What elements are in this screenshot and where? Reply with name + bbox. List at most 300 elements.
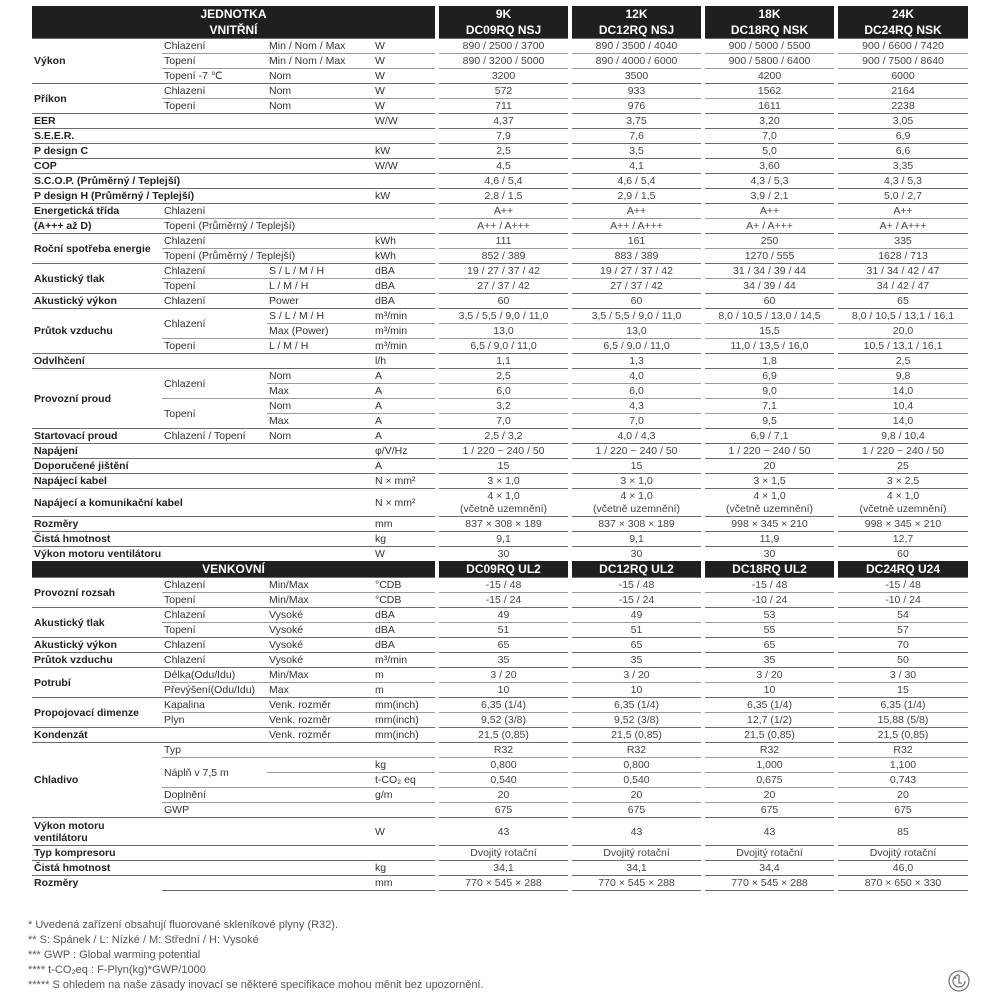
row-sub-label: Topení xyxy=(162,399,267,429)
row-value: 2,5 xyxy=(437,144,570,159)
row-unit: mm xyxy=(373,517,437,532)
row-value: 60 xyxy=(703,294,836,309)
row-value: 8,0 / 10,5 / 13,1 / 16,1 xyxy=(836,309,968,324)
indoor-spec-row xyxy=(32,189,968,204)
row-unit: W xyxy=(373,818,437,846)
row-unit: kWh xyxy=(373,249,437,264)
row-value: 60 xyxy=(836,547,968,562)
row-value: 6,5 / 9,0 / 11,0 xyxy=(437,339,570,354)
outdoor-header-row xyxy=(32,561,968,578)
row-sub-label: Chlazení xyxy=(162,608,267,623)
row-value: 9,8 xyxy=(836,369,968,384)
row-condition: Min / Nom / Max xyxy=(267,54,373,69)
row-value: 3200 xyxy=(437,69,570,84)
row-value: 65 xyxy=(437,638,570,653)
row-value: 1 / 220 ~ 240 / 50 xyxy=(570,444,703,459)
row-condition xyxy=(267,773,373,788)
row-value: 3,9 / 2,1 xyxy=(703,189,836,204)
row-unit: dBA xyxy=(373,623,437,638)
row-label: P design H (Průměrný / Teplejší) xyxy=(32,189,373,204)
row-value: 250 xyxy=(703,234,836,249)
row-condition: Nom xyxy=(267,84,373,99)
row-condition xyxy=(267,234,373,249)
row-sub-label: Chlazení xyxy=(162,204,267,219)
row-value: 51 xyxy=(437,623,570,638)
row-unit: A xyxy=(373,414,437,429)
row-condition xyxy=(267,743,373,758)
row-value: R32 xyxy=(437,743,570,758)
row-unit: kWh xyxy=(373,234,437,249)
row-value: 2,8 / 1,5 xyxy=(437,189,570,204)
outdoor-spec-row xyxy=(32,608,968,623)
row-label: Výkon xyxy=(32,39,162,84)
row-value: 6,9 / 7,1 xyxy=(703,429,836,444)
row-sub-label: Topení xyxy=(162,54,267,69)
row-sub-label: Doplnění xyxy=(162,788,267,803)
row-condition: L / M / H xyxy=(267,279,373,294)
row-label: Provozní rozsah xyxy=(32,578,162,608)
row-value: 335 xyxy=(836,234,968,249)
indoor-spec-row xyxy=(32,249,968,264)
row-value: 3,5 xyxy=(570,144,703,159)
row-value: A++ xyxy=(703,204,836,219)
row-label: Chladivo xyxy=(32,743,162,818)
row-unit: W xyxy=(373,39,437,54)
row-condition xyxy=(267,818,373,846)
row-value: 10 xyxy=(570,683,703,698)
row-value: 9,1 xyxy=(570,532,703,547)
outdoor-spec-row xyxy=(32,638,968,653)
row-value: 34,1 xyxy=(437,861,570,876)
row-value: 4,3 / 5,3 xyxy=(703,174,836,189)
row-value: 21,5 (0,85) xyxy=(703,728,836,743)
row-label: Napájecí kabel xyxy=(32,474,373,489)
outdoor-header-label: VENKOVNÍ xyxy=(32,561,437,578)
row-unit xyxy=(373,129,437,144)
row-value: 1 / 220 ~ 240 / 50 xyxy=(836,444,968,459)
row-value: 1,3 xyxy=(570,354,703,369)
row-value: 4 × 1,0 (včetně uzemnění) xyxy=(703,489,836,517)
row-unit: A xyxy=(373,459,437,474)
row-unit xyxy=(373,846,437,861)
row-value: 675 xyxy=(437,803,570,818)
row-value: Dvojitý rotační xyxy=(703,846,836,861)
outdoor-spec-row xyxy=(32,818,968,846)
row-value: 770 × 545 × 288 xyxy=(703,876,836,891)
row-value: 1 / 220 ~ 240 / 50 xyxy=(437,444,570,459)
row-label: Akustický výkon xyxy=(32,294,162,309)
row-condition xyxy=(267,788,373,803)
row-sub-label: Chlazení xyxy=(162,653,267,668)
row-value: Dvojitý rotační xyxy=(437,846,570,861)
outdoor-spec-row xyxy=(32,846,968,861)
row-sub-label xyxy=(162,818,267,846)
indoor-header-row xyxy=(32,22,968,39)
row-value: 14,0 xyxy=(836,384,968,399)
row-value: -15 / 24 xyxy=(570,593,703,608)
outdoor-spec-row xyxy=(32,578,968,593)
row-value: 35 xyxy=(437,653,570,668)
indoor-spec-row xyxy=(32,279,968,294)
row-value: 9,8 / 10,4 xyxy=(836,429,968,444)
outdoor-spec-row xyxy=(32,698,968,713)
row-value: 20 xyxy=(703,788,836,803)
row-sub-label: Topení -7 ℃ xyxy=(162,69,267,84)
row-value: 1 / 220 ~ 240 / 50 xyxy=(703,444,836,459)
row-value: 10 xyxy=(703,683,836,698)
row-value: 35 xyxy=(570,653,703,668)
outdoor-spec-row xyxy=(32,683,968,698)
row-condition: Max (Power) xyxy=(267,324,373,339)
indoor-spec-row xyxy=(32,532,968,547)
row-label: Čistá hmotnost xyxy=(32,861,162,876)
row-value: R32 xyxy=(570,743,703,758)
row-value: 60 xyxy=(437,294,570,309)
row-unit: N × mm² xyxy=(373,489,437,517)
row-condition: Max xyxy=(267,683,373,698)
outdoor-spec-row xyxy=(32,713,968,728)
model-header: DC09RQ UL2 xyxy=(437,561,570,578)
row-value: -10 / 24 xyxy=(703,593,836,608)
row-sub-label: Chlazení xyxy=(162,39,267,54)
row-condition: Vysoké xyxy=(267,653,373,668)
indoor-spec-row xyxy=(32,69,968,84)
row-value: 15 xyxy=(836,683,968,698)
row-value: 3 × 2,5 xyxy=(836,474,968,489)
row-unit: dBA xyxy=(373,608,437,623)
row-condition: Min / Nom / Max xyxy=(267,39,373,54)
row-condition: Nom xyxy=(267,69,373,84)
row-value: 4 × 1,0 (včetně uzemnění) xyxy=(570,489,703,517)
row-value: -15 / 24 xyxy=(437,593,570,608)
row-label: S.E.E.R. xyxy=(32,129,373,144)
row-label: Potrubí xyxy=(32,668,162,698)
indoor-spec-row xyxy=(32,159,968,174)
row-value: 35 xyxy=(703,653,836,668)
row-sub-label: Chlazení xyxy=(162,578,267,593)
row-value: 0,800 xyxy=(570,758,703,773)
row-value: 3 × 1,5 xyxy=(703,474,836,489)
row-value: 4,0 xyxy=(570,369,703,384)
row-value: 2,9 / 1,5 xyxy=(570,189,703,204)
unit-header-label: JEDNOTKA xyxy=(32,6,437,22)
row-sub-label: Topení (Průměrný / Teplejší) xyxy=(162,249,373,264)
row-value: 4 × 1,0 (včetně uzemnění) xyxy=(437,489,570,517)
row-value: 20 xyxy=(703,459,836,474)
row-value: 21,5 (0,85) xyxy=(570,728,703,743)
row-value: 3,35 xyxy=(836,159,968,174)
row-value: 3,2 xyxy=(437,399,570,414)
spec-table xyxy=(32,6,968,891)
row-value: 6,35 (1/4) xyxy=(437,698,570,713)
row-sub-label: Topení xyxy=(162,623,267,638)
row-value: 4,3 / 5,3 xyxy=(836,174,968,189)
row-value: 7,1 xyxy=(703,399,836,414)
row-label: Napájecí a komunikační kabel xyxy=(32,489,373,517)
row-value: 43 xyxy=(703,818,836,846)
row-value: 5,0 xyxy=(703,144,836,159)
row-unit: W xyxy=(373,84,437,99)
row-sub-label: Chlazení xyxy=(162,264,267,279)
indoor-spec-row xyxy=(32,99,968,114)
row-value: 10 xyxy=(437,683,570,698)
model-header: DC12RQ UL2 xyxy=(570,561,703,578)
row-unit: W xyxy=(373,54,437,69)
row-unit: °CDB xyxy=(373,578,437,593)
row-unit: dBA xyxy=(373,279,437,294)
model-header: DC18RQ UL2 xyxy=(703,561,836,578)
row-value: 27 / 37 / 42 xyxy=(570,279,703,294)
row-value: 6,9 xyxy=(836,129,968,144)
row-value: 60 xyxy=(570,294,703,309)
row-value: 890 / 3500 / 4040 xyxy=(570,39,703,54)
row-unit: dBA xyxy=(373,264,437,279)
row-value: 4200 xyxy=(703,69,836,84)
row-value: 6000 xyxy=(836,69,968,84)
row-unit: dBA xyxy=(373,294,437,309)
row-value: 4,0 / 4,3 xyxy=(570,429,703,444)
row-value: 12,7 (1/2) xyxy=(703,713,836,728)
row-unit: m³/min xyxy=(373,324,437,339)
row-value: 1611 xyxy=(703,99,836,114)
row-value: 770 × 545 × 288 xyxy=(437,876,570,891)
footnotes xyxy=(28,918,484,993)
row-value: 51 xyxy=(570,623,703,638)
row-value: 49 xyxy=(570,608,703,623)
row-unit: W xyxy=(373,99,437,114)
row-value: 1270 / 555 xyxy=(703,249,836,264)
indoor-spec-row xyxy=(32,294,968,309)
row-value: 13,0 xyxy=(570,324,703,339)
row-value: 20 xyxy=(570,788,703,803)
row-value: 933 xyxy=(570,84,703,99)
row-value: 2,5 / 3,2 xyxy=(437,429,570,444)
row-label: (A+++ až D) xyxy=(32,219,162,234)
row-value: -15 / 48 xyxy=(703,578,836,593)
row-label: Typ kompresoru xyxy=(32,846,162,861)
row-sub-label xyxy=(162,846,267,861)
indoor-spec-row xyxy=(32,309,968,324)
indoor-spec-row xyxy=(32,84,968,99)
outdoor-spec-row xyxy=(32,758,968,773)
indoor-spec-row xyxy=(32,354,968,369)
row-value: 4,6 / 5,4 xyxy=(570,174,703,189)
footnote: **** t-CO₂eq : F-Plyn(kg)*GWP/1000 xyxy=(28,964,206,976)
row-value: 4 × 1,0 (včetně uzemnění) xyxy=(836,489,968,517)
row-value: 1,1 xyxy=(437,354,570,369)
row-value: 50 xyxy=(836,653,968,668)
outdoor-spec-row xyxy=(32,876,968,891)
row-value: 34,4 xyxy=(703,861,836,876)
row-value: 852 / 389 xyxy=(437,249,570,264)
lg-brand-icon xyxy=(948,970,970,992)
row-value: 7,0 xyxy=(570,414,703,429)
row-value: -15 / 48 xyxy=(836,578,968,593)
row-value: 19 / 27 / 37 / 42 xyxy=(570,264,703,279)
row-sub-label: Chlazení xyxy=(162,234,267,249)
row-value: 6,35 (1/4) xyxy=(836,698,968,713)
indoor-spec-row xyxy=(32,399,968,414)
spec-table-body xyxy=(32,6,968,891)
row-sub-label: Chlazení xyxy=(162,638,267,653)
row-value: -15 / 48 xyxy=(437,578,570,593)
row-value: 0,743 xyxy=(836,773,968,788)
indoor-spec-row xyxy=(32,264,968,279)
row-condition: Venk. rozměr xyxy=(267,698,373,713)
row-value: 4,5 xyxy=(437,159,570,174)
row-value: A++ xyxy=(836,204,968,219)
outdoor-spec-row xyxy=(32,728,968,743)
row-value: 85 xyxy=(836,818,968,846)
row-value: 6,0 xyxy=(437,384,570,399)
row-value: 998 × 345 × 210 xyxy=(703,517,836,532)
row-value: 7,9 xyxy=(437,129,570,144)
row-value: 53 xyxy=(703,608,836,623)
indoor-spec-row xyxy=(32,204,968,219)
row-label: S.C.O.P. (Průměrný / Teplejší) xyxy=(32,174,373,189)
row-label: Rozměry xyxy=(32,876,162,891)
row-unit: A xyxy=(373,429,437,444)
indoor-header-label: VNITŘNÍ xyxy=(32,22,437,39)
row-value: 65 xyxy=(836,294,968,309)
row-value: 1,000 xyxy=(703,758,836,773)
row-unit: A xyxy=(373,384,437,399)
row-condition xyxy=(267,758,373,773)
row-value: 883 / 389 xyxy=(570,249,703,264)
row-value: 770 × 545 × 288 xyxy=(570,876,703,891)
row-unit: dBA xyxy=(373,638,437,653)
row-sub-label: Náplň v 7,5 m xyxy=(162,758,267,788)
row-label: Akustický tlak xyxy=(32,264,162,294)
row-condition: S / L / M / H xyxy=(267,264,373,279)
row-sub-label: Chlazení / Topení xyxy=(162,429,267,444)
row-value: 161 xyxy=(570,234,703,249)
row-value: 21,5 (0,85) xyxy=(836,728,968,743)
row-value: 0,800 xyxy=(437,758,570,773)
row-value: 31 / 34 / 39 / 44 xyxy=(703,264,836,279)
row-value: 12,7 xyxy=(836,532,968,547)
row-value: 890 / 3200 / 5000 xyxy=(437,54,570,69)
row-value: 711 xyxy=(437,99,570,114)
row-value: 1628 / 713 xyxy=(836,249,968,264)
row-label: Výkon motoru ventilátoru xyxy=(32,547,373,562)
row-unit: W/W xyxy=(373,159,437,174)
row-value: 7,0 xyxy=(437,414,570,429)
row-unit: m³/min xyxy=(373,309,437,324)
model-header: DC12RQ NSJ xyxy=(570,22,703,39)
row-value: 34 / 39 / 44 xyxy=(703,279,836,294)
row-value: R32 xyxy=(836,743,968,758)
outdoor-spec-row xyxy=(32,803,968,818)
row-condition: Min/Max xyxy=(267,668,373,683)
row-label: Napájení xyxy=(32,444,373,459)
row-value: 57 xyxy=(836,623,968,638)
row-label: Příkon xyxy=(32,84,162,114)
row-value: 900 / 5800 / 6400 xyxy=(703,54,836,69)
row-value: Dvojitý rotační xyxy=(836,846,968,861)
row-value: A++ / A+++ xyxy=(437,219,570,234)
footnote: ***** S ohledem na naše zásady inovací se některé specifikace mohou měnit bez upozornění. xyxy=(28,979,484,991)
footnote: ** S: Spánek / L: Nízké / M: Střední / H: Vysoké xyxy=(28,934,259,946)
row-value: 27 / 37 / 42 xyxy=(437,279,570,294)
row-value: 6,5 / 9,0 / 11,0 xyxy=(570,339,703,354)
row-condition: Vysoké xyxy=(267,638,373,653)
row-value: A+ / A+++ xyxy=(836,219,968,234)
row-value: 3,5 / 5,5 / 9,0 / 11,0 xyxy=(437,309,570,324)
outdoor-spec-row xyxy=(32,623,968,638)
outdoor-spec-row xyxy=(32,653,968,668)
row-label: COP xyxy=(32,159,373,174)
row-condition xyxy=(267,861,373,876)
row-value: 976 xyxy=(570,99,703,114)
row-value: 65 xyxy=(570,638,703,653)
row-sub-label: Topení xyxy=(162,339,267,354)
row-value: 6,6 xyxy=(836,144,968,159)
row-sub-label: Délka(Odu/Idu) xyxy=(162,668,267,683)
row-sub-label xyxy=(162,861,267,876)
row-value: 3,05 xyxy=(836,114,968,129)
row-value: 14,0 xyxy=(836,414,968,429)
row-value: 21,5 (0,85) xyxy=(437,728,570,743)
row-value: 30 xyxy=(437,547,570,562)
model-header: DC24RQ NSK xyxy=(836,22,968,39)
row-sub-label: Topení xyxy=(162,279,267,294)
row-value: 15,88 (5/8) xyxy=(836,713,968,728)
row-value: A++ xyxy=(570,204,703,219)
model-header: DC18RQ NSK xyxy=(703,22,836,39)
row-label: P design C xyxy=(32,144,373,159)
row-sub-label: Topení (Průměrný / Teplejší) xyxy=(162,219,373,234)
row-unit: kg xyxy=(373,758,437,773)
row-value: 4,3 xyxy=(570,399,703,414)
row-sub-label: GWP xyxy=(162,803,267,818)
row-value: -15 / 48 xyxy=(570,578,703,593)
model-header: 24K xyxy=(836,6,968,22)
row-value: 70 xyxy=(836,638,968,653)
row-value: 8,0 / 10,5 / 13,0 / 14,5 xyxy=(703,309,836,324)
row-value: 31 / 34 / 42 / 47 xyxy=(836,264,968,279)
row-condition: S / L / M / H xyxy=(267,309,373,324)
indoor-spec-row xyxy=(32,114,968,129)
row-unit: m xyxy=(373,683,437,698)
row-unit: A xyxy=(373,369,437,384)
row-condition: Vysoké xyxy=(267,608,373,623)
row-value: 9,1 xyxy=(437,532,570,547)
row-unit: mm xyxy=(373,876,437,891)
row-value: 19 / 27 / 37 / 42 xyxy=(437,264,570,279)
indoor-spec-row xyxy=(32,129,968,144)
row-value: 0,540 xyxy=(437,773,570,788)
outdoor-spec-row xyxy=(32,743,968,758)
row-value: 25 xyxy=(836,459,968,474)
outdoor-spec-row xyxy=(32,788,968,803)
row-value: 837 × 308 × 189 xyxy=(570,517,703,532)
row-value: Dvojitý rotační xyxy=(570,846,703,861)
row-value: A++ / A+++ xyxy=(570,219,703,234)
row-value: 4,37 xyxy=(437,114,570,129)
model-header: 9K xyxy=(437,6,570,22)
row-value: 13,0 xyxy=(437,324,570,339)
row-unit: mm(inch) xyxy=(373,728,437,743)
row-value: 9,52 (3/8) xyxy=(437,713,570,728)
row-value: 3 / 30 xyxy=(836,668,968,683)
row-value: 6,35 (1/4) xyxy=(703,698,836,713)
row-label: Odvlhčení xyxy=(32,354,373,369)
row-value: 111 xyxy=(437,234,570,249)
row-sub-label: Typ xyxy=(162,743,267,758)
row-sub-label: Chlazení xyxy=(162,309,267,339)
row-value: 15 xyxy=(437,459,570,474)
